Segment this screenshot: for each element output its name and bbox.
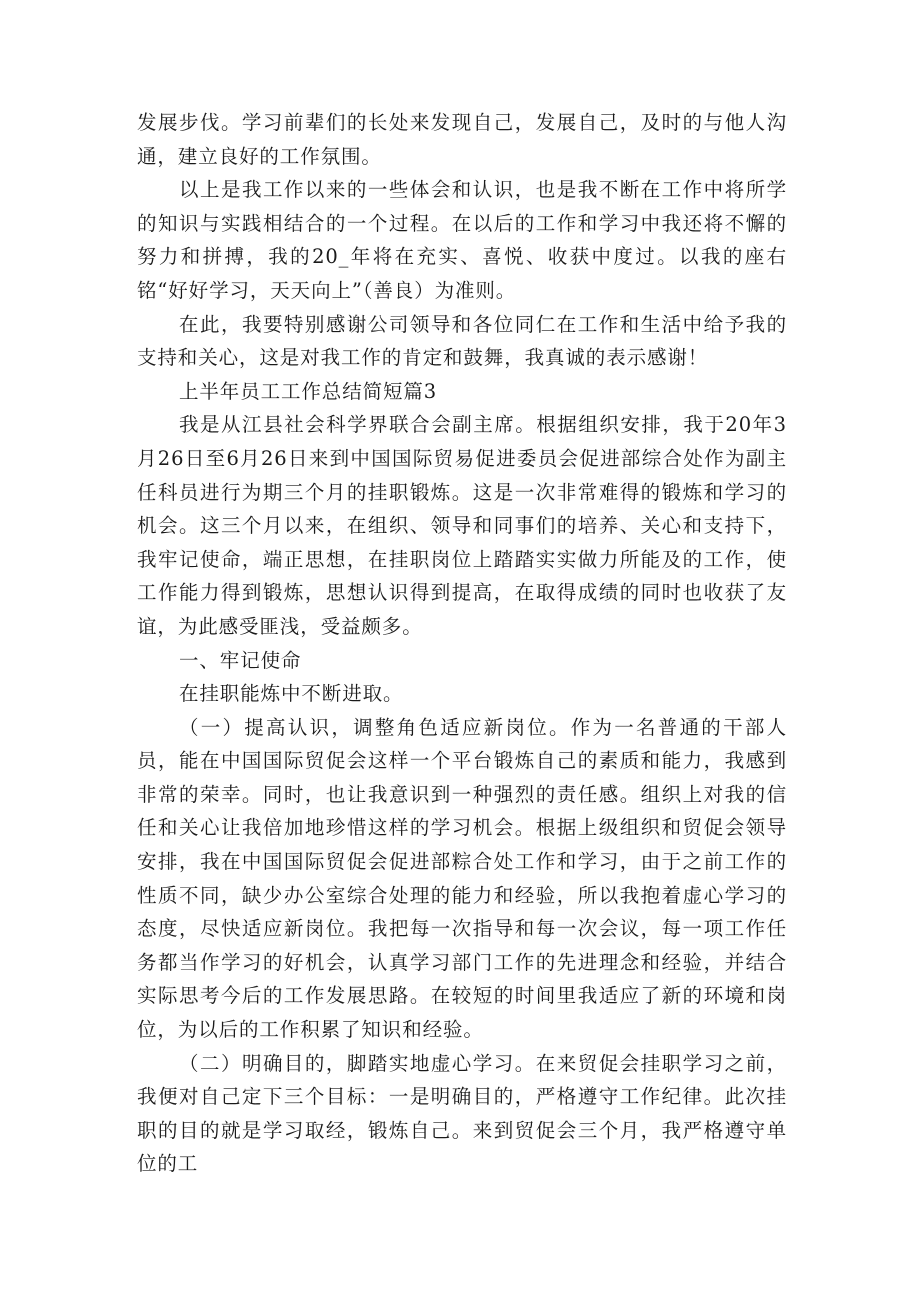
heading-mission: 一、牢记使命: [179, 648, 302, 672]
paragraph-point-one: （一）提高认识，调整角色适应新岗位。作为一名普通的干部人员，能在中国国际贸促会这样一个平台锻炼自己的素质和能力，我感到非常的荣幸。同时，也让我意识到一种强烈的责任感。组织上对我的信任和关心让我倍加地珍惜这样的学习机会。根据上级组织和贸促会领导安排，我在中国国际贸促会促进部粽合处工作和学习，由于之前工作的性质不同，缺少办公室综合处理的能力和经验，所以我抱着虚心学习的态度，尽快适应新岗位。我把每一次指导和每一次会议，每一项工作任务都当作学习的好机会，认真学习部门工作的先进理念和经验，并结合实际思考今后的工作发展思路。在较短的时间里我适应了新的环境和岗位，为以后的工作积累了知识和经验。: [137, 715, 787, 1042]
paragraph-reflection: 以上是我工作以来的一些体会和认识，也是我不断在工作中将所学的知识与实践相结合的一个过程。在以后的工作和学习中我还将不懈的努力和拼搏，我的20_年将在充实、喜悦、收获中度过。以我的座右铭“好好学习，天天向上”（善良）为准则。: [137, 178, 787, 302]
document-body: [137, 106, 787, 1181]
section-title: 上半年员工工作总结简短篇3: [179, 379, 438, 403]
paragraph-continuation: 发展步伐。学习前辈们的长处来发现自己，发展自己，及时的与他人沟通，建立良好的工作氛围。: [137, 111, 787, 168]
subheading-progress: 在挂职能炼中不断进取。: [179, 682, 404, 706]
paragraph-intro: 我是从江县社会科学界联合会副主席。根据组织安排，我于20年3月26日至6月26日来到中国国际贸易促进委员会促进部综合处作为副主任科员进行为期三个月的挂职锻炼。这是一次非常难得的锻炼和学习的机会。这三个月以来，在组织、领导和同事们的培养、关心和支持下，我牢记使命，端正思想，在挂职岗位上踏踏实实做力所能及的工作，使工作能力得到锻炼，思想认识得到提高，在取得成绩的同时也收获了友谊，为此感受匪浅，受益颇多。: [137, 413, 787, 638]
paragraph-point-two: （二）明确目的，脚踏实地虚心学习。在来贸促会挂职学习之前，我便对自己定下三个目标：一是明确目的，严格遵守工作纪律。此次挂职的目的就是学习取经，锻炼自己。来到贸促会三个月，我严格遵守单位的工: [137, 1051, 787, 1176]
paragraph-thanks: 在此，我要特别感谢公司领导和各位同仁在工作和生活中给予我的支持和关心，这是对我工作的肯定和鼓舞，我真诚的表示感谢！: [137, 312, 787, 370]
